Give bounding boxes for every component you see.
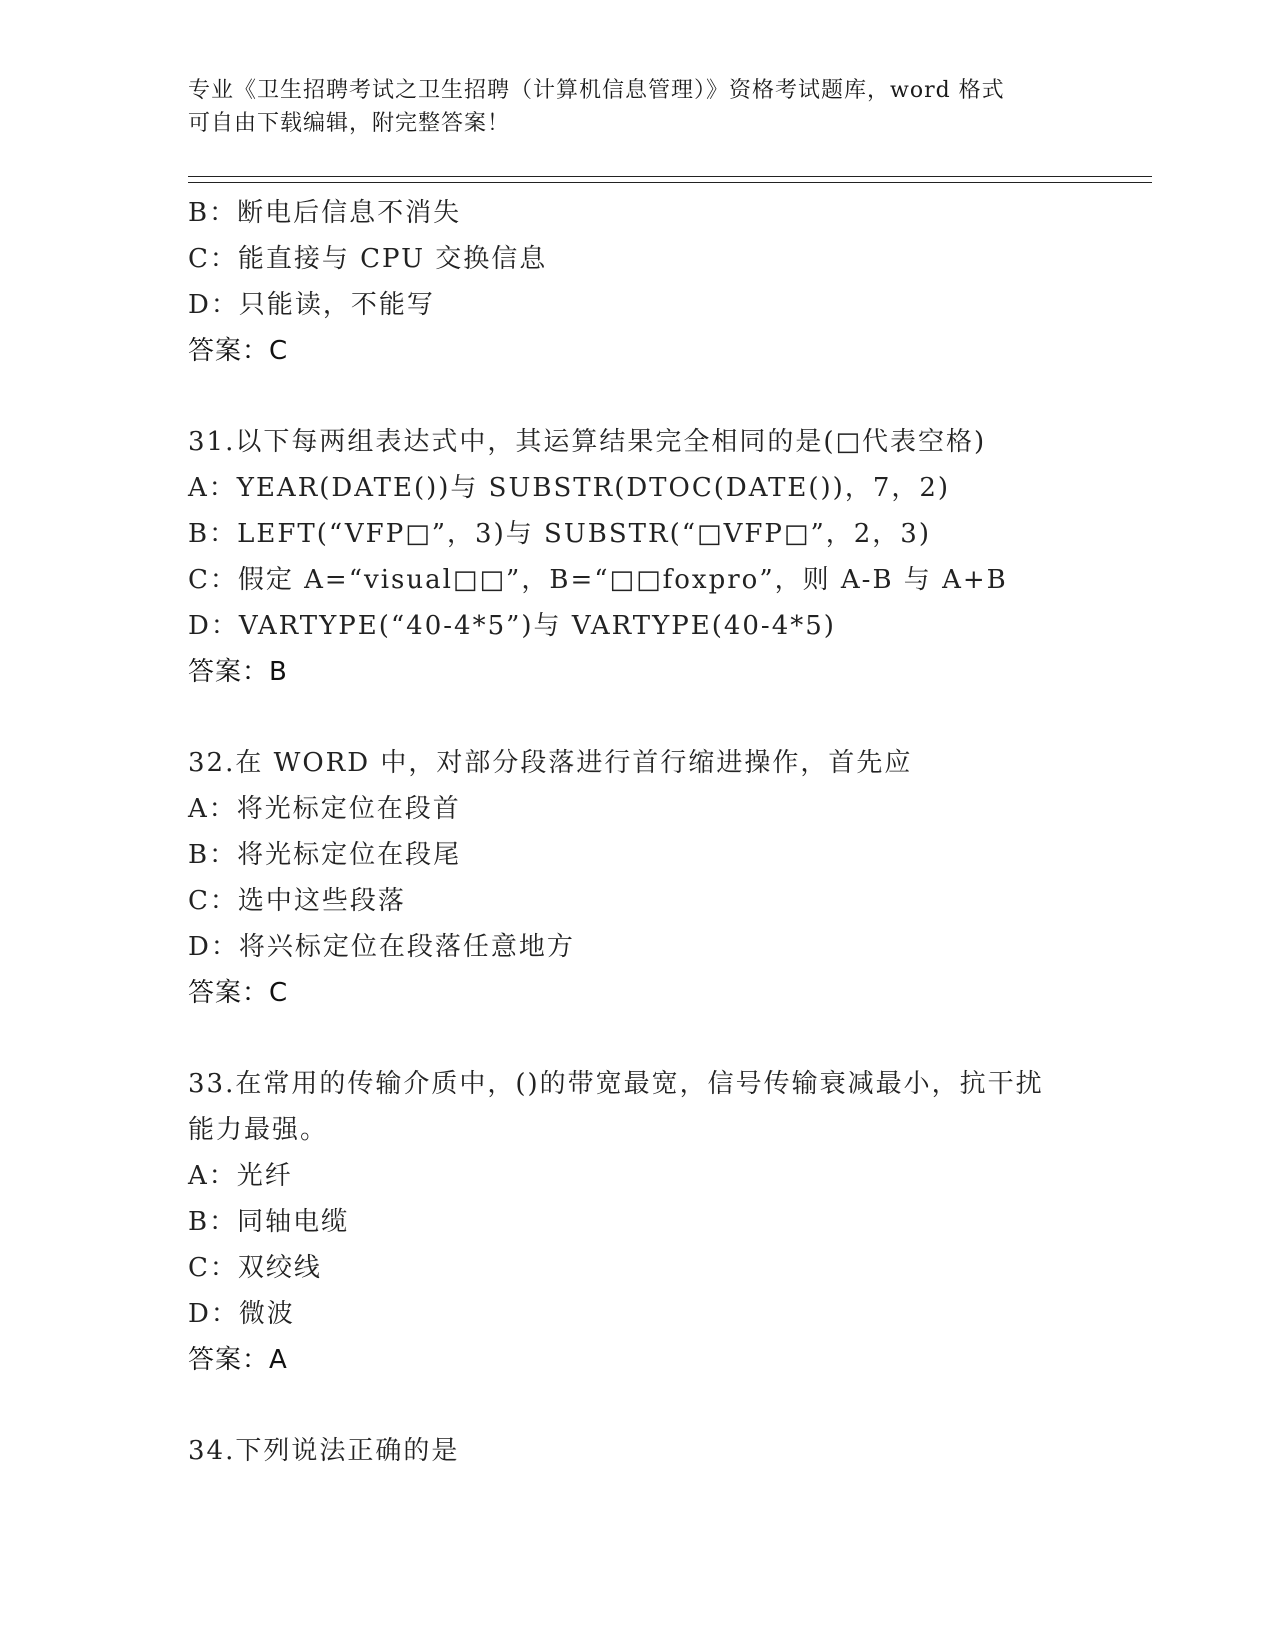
option-d: D：VARTYPE(“40-4*5”)与 VARTYPE(40-4*5) [188,611,836,641]
question-stem-line-2: 能力最强。 [188,1115,329,1145]
option-d: D：只能读，不能写 [188,290,435,320]
spacer [188,1016,1088,1061]
question-stem: 32.在 WORD 中，对部分段落进行首行缩进操作，首先应 [188,748,913,778]
option-b: B：断电后信息不消失 [188,198,462,228]
answer: 答案：C [188,336,289,366]
answer: 答案：C [188,978,289,1008]
question-33 [188,1061,1088,1383]
option-c: C：双绞线 [188,1253,322,1283]
option-a: A：将光标定位在段首 [188,794,461,824]
option-b: B：LEFT(“VFP□”，3)与 SUBSTR(“□VFP□”，2，3) [188,519,931,549]
option-a: A：YEAR(DATE())与 SUBSTR(DTOC(DATE())，7，2) [188,473,951,503]
option-b: B：将光标定位在段尾 [188,840,462,870]
option-a: A：光纤 [188,1161,293,1191]
answer: 答案：A [188,1345,288,1375]
answer: 答案：B [188,657,288,687]
header-line-1: 专业《卫生招聘考试之卫生招聘（计算机信息管理）》资格考试题库，word 格式 [188,78,1005,103]
option-d: D：微波 [188,1299,295,1329]
option-b: B：同轴电缆 [188,1207,350,1237]
option-c: C：能直接与 CPU 交换信息 [188,244,548,274]
question-30-continued [188,190,1088,374]
question-34 [188,1428,1088,1474]
question-31 [188,419,1088,695]
option-d: D：将兴标定位在段落任意地方 [188,932,575,962]
header-rule-top [188,176,1152,177]
spacer [188,695,1088,740]
option-c: C：假定 A=“visual□□”，B=“□□foxpro”，则 A-B 与 A+B [188,565,1008,595]
question-list [188,190,1088,1474]
question-32 [188,740,1088,1016]
spacer [188,1383,1088,1428]
option-c: C：选中这些段落 [188,886,406,916]
header-line-2: 可自由下载编辑，附完整答案！ [188,111,511,136]
question-stem-line-1: 33.在常用的传输介质中，()的带宽最宽，信号传输衰减最小，抗干扰 [188,1069,1044,1099]
question-stem: 31.以下每两组表达式中，其运算结果完全相同的是(□代表空格) [188,427,987,457]
header-rule-bottom [188,182,1152,183]
question-stem: 34.下列说法正确的是 [188,1436,460,1466]
spacer [188,374,1088,419]
document-header [188,74,1088,140]
